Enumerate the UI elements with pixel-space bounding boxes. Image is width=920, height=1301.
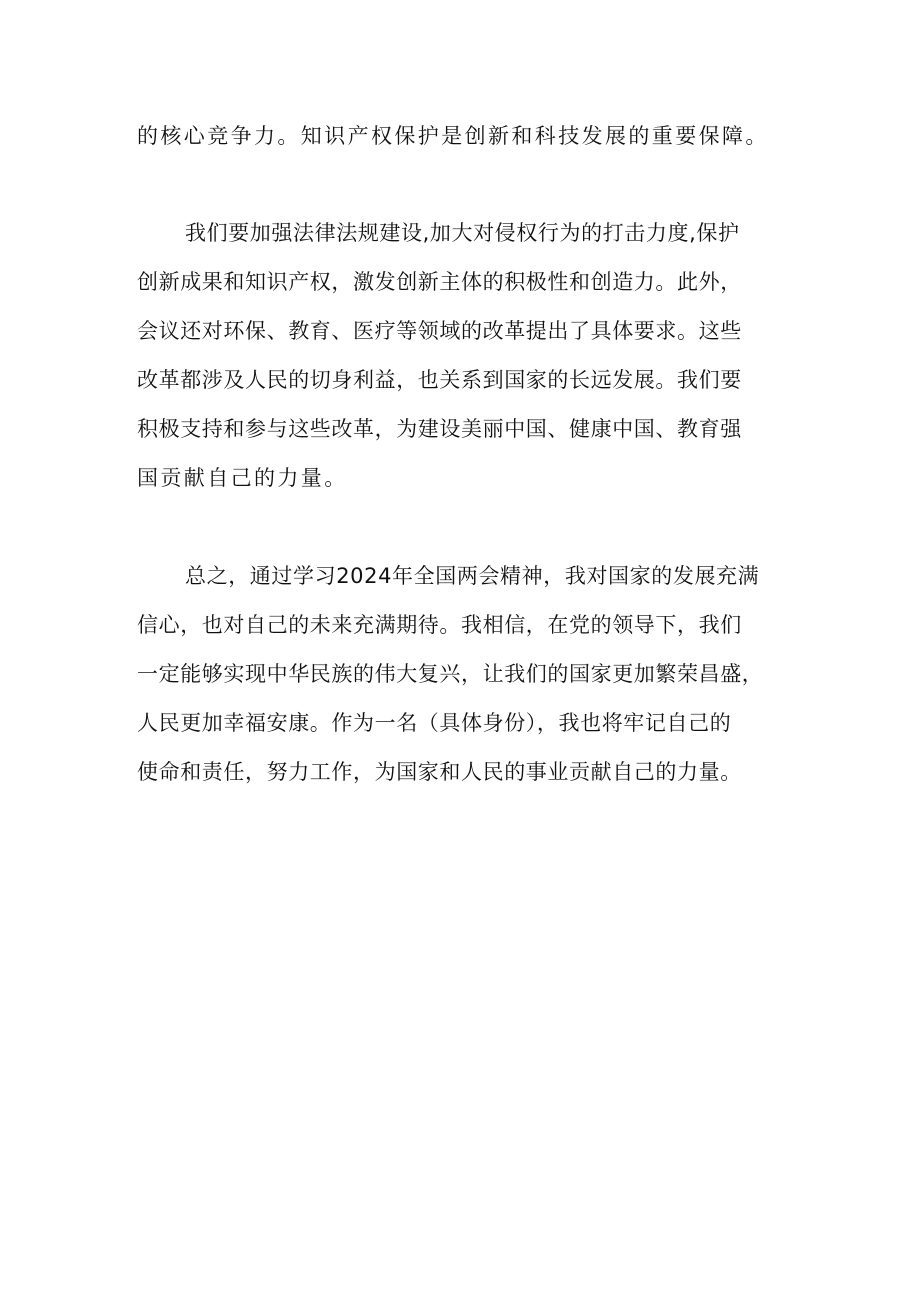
paragraph-line: 积极支持和参与这些改革，为建设美丽中国、健康中国、教育强 <box>137 417 742 441</box>
paragraph-conclusion <box>137 552 817 797</box>
paragraph-line: 总之，通过学习2024年全国两会精神，我对国家的发展充满 <box>185 564 760 588</box>
paragraph-line: 我们要加强法律法规建设,加大对侵权行为的打击力度,保护 <box>185 221 740 245</box>
paragraph-continuation <box>137 112 817 161</box>
paragraph-line: 改革都涉及人民的切身利益，也关系到国家的长远发展。我们要 <box>137 368 742 392</box>
paragraph-line: 使命和责任，努力工作，为国家和人民的事业贡献自己的力量。 <box>137 760 742 784</box>
paragraph-line: 一定能够实现中华民族的伟大复兴，让我们的国家更加繁荣昌盛， <box>137 662 764 686</box>
paragraph-line: 信心，也对自己的未来充满期待。我相信，在党的领导下，我们 <box>137 613 742 637</box>
paragraph-line: 人民更加幸福安康。作为一名（具体身份），我也将牢记自己的 <box>137 711 732 735</box>
paragraph-line: 创新成果和知识产权，激发创新主体的积极性和创造力。此外， <box>137 270 742 294</box>
paragraph-legal-reform <box>137 209 817 503</box>
paragraph-line: 会议还对环保、教育、医疗等领域的改革提出了具体要求。这些 <box>137 319 742 343</box>
paragraph-line: 国贡献自己的力量。 <box>137 466 348 490</box>
paragraph-line: 的核心竞争力。知识产权保护是创新和科技发展的重要保障。 <box>137 124 769 148</box>
